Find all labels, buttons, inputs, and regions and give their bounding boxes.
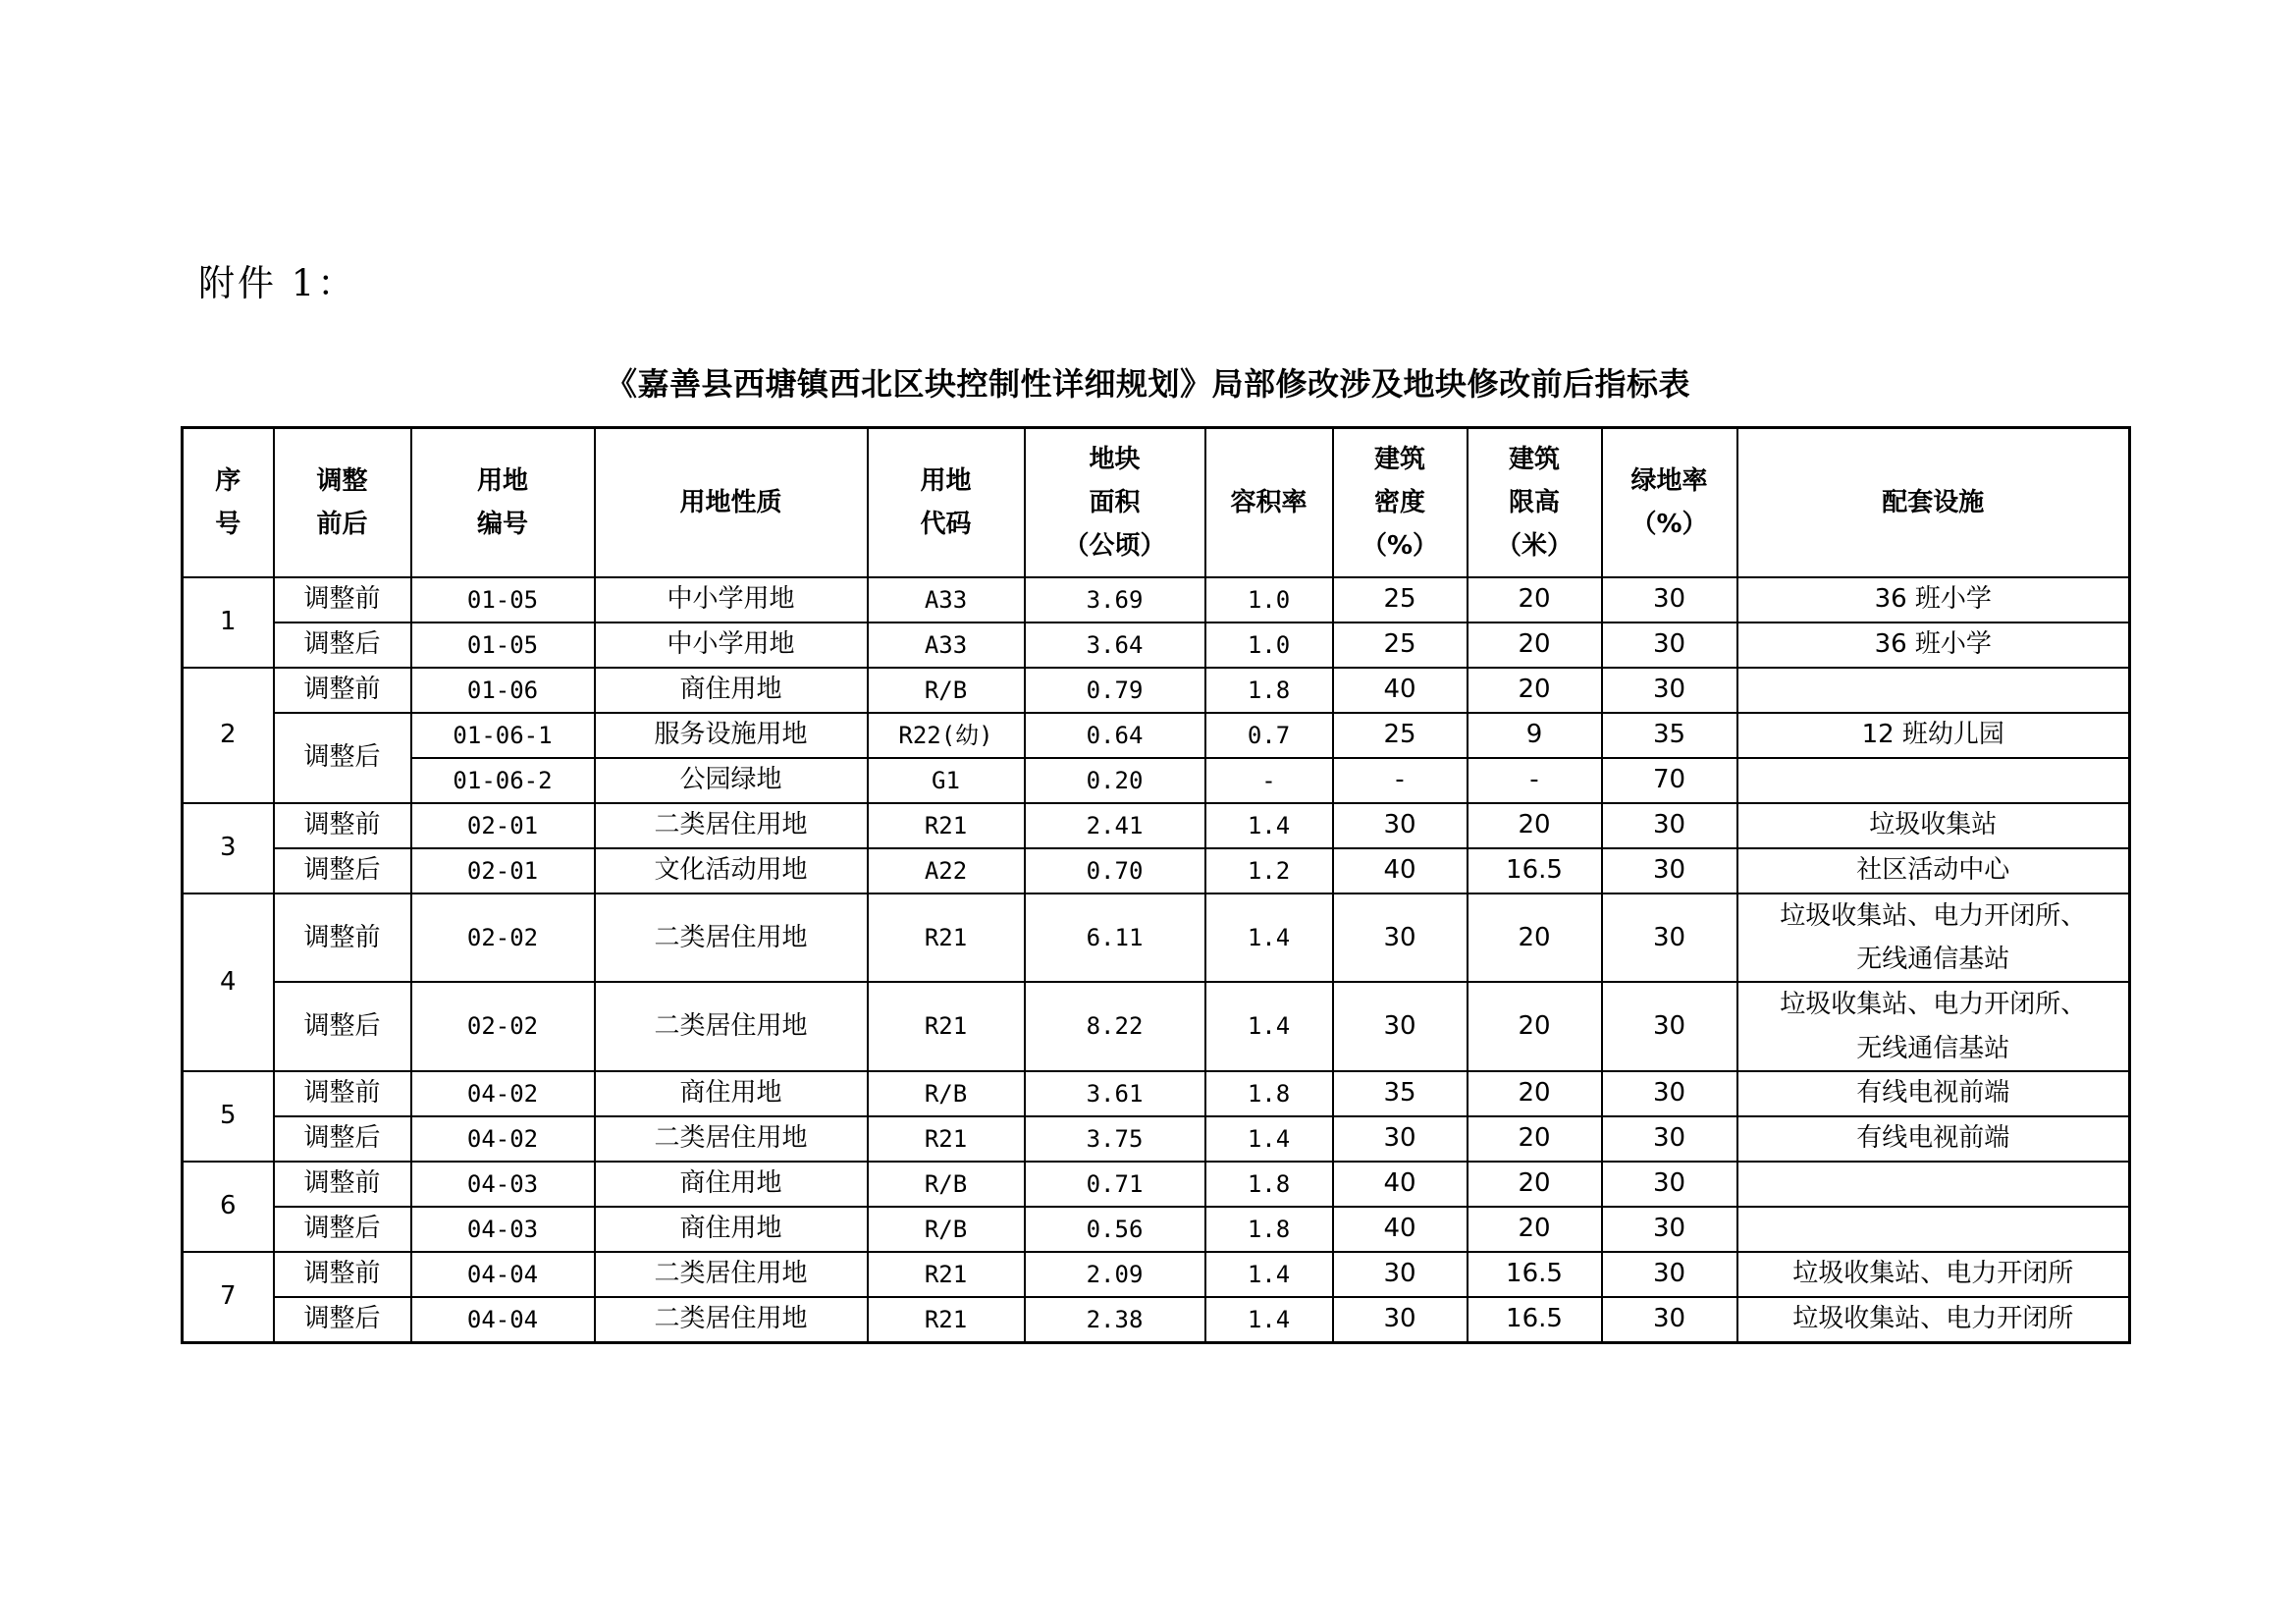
cell-area: 0.70 — [1025, 848, 1205, 893]
cell-far: 1.8 — [1205, 1207, 1333, 1252]
cell-density: 25 — [1333, 713, 1468, 758]
indicator-table — [181, 426, 2131, 1344]
cell-area: 0.79 — [1025, 668, 1205, 713]
cell-height: 20 — [1468, 1207, 1602, 1252]
cell-far: 1.2 — [1205, 848, 1333, 893]
table-row — [183, 982, 2130, 1070]
cell-green: 30 — [1602, 1071, 1737, 1116]
cell-stage: 调整前 — [274, 803, 411, 848]
cell-land-use: 中小学用地 — [595, 623, 868, 668]
table-row — [183, 1162, 2130, 1207]
cell-code: R21 — [868, 1297, 1025, 1343]
table-row — [183, 1297, 2130, 1343]
cell-far: 1.0 — [1205, 623, 1333, 668]
cell-land-use: 中小学用地 — [595, 577, 868, 623]
cell-far: 1.8 — [1205, 1162, 1333, 1207]
cell-far: 1.4 — [1205, 893, 1333, 982]
cell-code: R21 — [868, 803, 1025, 848]
cell-green: 30 — [1602, 623, 1737, 668]
table-row — [183, 1071, 2130, 1116]
cell-height: 9 — [1468, 713, 1602, 758]
cell-facilities: 社区活动中心 — [1737, 848, 2130, 893]
cell-density: 25 — [1333, 623, 1468, 668]
cell-area: 3.69 — [1025, 577, 1205, 623]
header-facilities: 配套设施 — [1737, 428, 2130, 578]
cell-area: 3.61 — [1025, 1071, 1205, 1116]
cell-land-use: 商住用地 — [595, 668, 868, 713]
cell-plot-id: 02-02 — [411, 893, 595, 982]
cell-height: 20 — [1468, 893, 1602, 982]
table-row — [183, 1116, 2130, 1162]
cell-stage: 调整前 — [274, 668, 411, 713]
cell-plot-id: 02-01 — [411, 803, 595, 848]
cell-density: 25 — [1333, 577, 1468, 623]
cell-height: 16.5 — [1468, 1297, 1602, 1343]
cell-land-use: 二类居住用地 — [595, 982, 868, 1070]
cell-code: R/B — [868, 668, 1025, 713]
header-density: 建筑 密度 （%） — [1333, 428, 1468, 578]
cell-stage: 调整前 — [274, 1162, 411, 1207]
cell-stage: 调整后 — [274, 982, 411, 1070]
cell-density: 30 — [1333, 803, 1468, 848]
cell-plot-id: 01-06-2 — [411, 758, 595, 803]
cell-facilities: 36 班小学 — [1737, 577, 2130, 623]
cell-stage: 调整前 — [274, 577, 411, 623]
attachment-label: 附件 1： — [198, 262, 357, 304]
cell-plot-id: 04-02 — [411, 1116, 595, 1162]
cell-land-use: 文化活动用地 — [595, 848, 868, 893]
header-land-use: 用地性质 — [595, 428, 868, 578]
cell-facilities — [1737, 758, 2130, 803]
cell-plot-id: 01-06-1 — [411, 713, 595, 758]
cell-land-use: 商住用地 — [595, 1071, 868, 1116]
cell-density: 30 — [1333, 982, 1468, 1070]
cell-stage: 调整前 — [274, 1252, 411, 1297]
cell-facilities — [1737, 1162, 2130, 1207]
cell-area: 3.64 — [1025, 623, 1205, 668]
cell-facilities: 有线电视前端 — [1737, 1071, 2130, 1116]
cell-plot-id: 04-02 — [411, 1071, 595, 1116]
cell-density: 30 — [1333, 1116, 1468, 1162]
cell-facilities — [1737, 1207, 2130, 1252]
cell-code: R/B — [868, 1071, 1025, 1116]
cell-stage: 调整后 — [274, 623, 411, 668]
cell-facilities: 垃圾收集站、电力开闭所、 无线通信基站 — [1737, 893, 2130, 982]
cell-green: 30 — [1602, 1162, 1737, 1207]
cell-seq: 5 — [183, 1071, 274, 1162]
cell-code: R21 — [868, 1252, 1025, 1297]
cell-green: 30 — [1602, 1207, 1737, 1252]
cell-facilities: 垃圾收集站、电力开闭所 — [1737, 1252, 2130, 1297]
cell-facilities — [1737, 668, 2130, 713]
cell-land-use: 商住用地 — [595, 1207, 868, 1252]
header-plot-id: 用地 编号 — [411, 428, 595, 578]
table-row — [183, 713, 2130, 758]
cell-far: - — [1205, 758, 1333, 803]
table-title: 《嘉善县西塘镇西北区块控制性详细规划》局部修改涉及地块修改前后指标表 — [605, 365, 1690, 403]
header-area: 地块 面积 （公顷） — [1025, 428, 1205, 578]
cell-green: 30 — [1602, 1297, 1737, 1343]
cell-density: 40 — [1333, 1207, 1468, 1252]
cell-far: 1.8 — [1205, 668, 1333, 713]
table-row — [183, 668, 2130, 713]
table-row — [183, 623, 2130, 668]
table-row — [183, 803, 2130, 848]
cell-far: 1.4 — [1205, 1297, 1333, 1343]
cell-height: 20 — [1468, 1071, 1602, 1116]
cell-code: R/B — [868, 1162, 1025, 1207]
cell-area: 2.41 — [1025, 803, 1205, 848]
cell-plot-id: 04-04 — [411, 1252, 595, 1297]
header-height: 建筑 限高 （米） — [1468, 428, 1602, 578]
cell-green: 30 — [1602, 668, 1737, 713]
cell-area: 3.75 — [1025, 1116, 1205, 1162]
cell-far: 1.8 — [1205, 1071, 1333, 1116]
cell-plot-id: 04-03 — [411, 1162, 595, 1207]
table-row — [183, 893, 2130, 982]
cell-height: 20 — [1468, 803, 1602, 848]
cell-stage: 调整后 — [274, 1207, 411, 1252]
cell-facilities: 36 班小学 — [1737, 623, 2130, 668]
cell-green: 70 — [1602, 758, 1737, 803]
cell-land-use: 商住用地 — [595, 1162, 868, 1207]
table-row — [183, 1207, 2130, 1252]
cell-land-use: 二类居住用地 — [595, 1252, 868, 1297]
cell-green: 30 — [1602, 803, 1737, 848]
cell-area: 2.38 — [1025, 1297, 1205, 1343]
table-row — [183, 758, 2130, 803]
cell-far: 1.4 — [1205, 803, 1333, 848]
cell-facilities: 有线电视前端 — [1737, 1116, 2130, 1162]
cell-height: 20 — [1468, 577, 1602, 623]
cell-land-use: 二类居住用地 — [595, 1297, 868, 1343]
cell-area: 0.20 — [1025, 758, 1205, 803]
cell-land-use: 二类居住用地 — [595, 893, 868, 982]
cell-code: R21 — [868, 982, 1025, 1070]
cell-code: R22(幼) — [868, 713, 1025, 758]
cell-green: 30 — [1602, 1252, 1737, 1297]
cell-density: 40 — [1333, 668, 1468, 713]
cell-facilities: 垃圾收集站、电力开闭所、 无线通信基站 — [1737, 982, 2130, 1070]
cell-code: G1 — [868, 758, 1025, 803]
cell-land-use: 二类居住用地 — [595, 1116, 868, 1162]
cell-height: 16.5 — [1468, 848, 1602, 893]
cell-height: 20 — [1468, 668, 1602, 713]
cell-code: R21 — [868, 1116, 1025, 1162]
cell-seq: 1 — [183, 577, 274, 668]
cell-density: 30 — [1333, 1297, 1468, 1343]
cell-land-use: 公园绿地 — [595, 758, 868, 803]
cell-seq: 6 — [183, 1162, 274, 1252]
cell-stage: 调整后 — [274, 1297, 411, 1343]
cell-green: 30 — [1602, 577, 1737, 623]
cell-density: 40 — [1333, 1162, 1468, 1207]
cell-stage: 调整后 — [274, 848, 411, 893]
header-far: 容积率 — [1205, 428, 1333, 578]
cell-green: 35 — [1602, 713, 1737, 758]
header-row — [183, 428, 2130, 578]
table-row — [183, 577, 2130, 623]
cell-density: 40 — [1333, 848, 1468, 893]
table-row — [183, 848, 2130, 893]
cell-green: 30 — [1602, 893, 1737, 982]
cell-plot-id: 02-02 — [411, 982, 595, 1070]
cell-plot-id: 01-05 — [411, 623, 595, 668]
cell-stage: 调整前 — [274, 1071, 411, 1116]
cell-far: 1.4 — [1205, 1116, 1333, 1162]
cell-plot-id: 04-03 — [411, 1207, 595, 1252]
cell-density: - — [1333, 758, 1468, 803]
cell-height: 20 — [1468, 1162, 1602, 1207]
cell-area: 6.11 — [1025, 893, 1205, 982]
cell-height: 20 — [1468, 623, 1602, 668]
cell-far: 1.4 — [1205, 1252, 1333, 1297]
cell-far: 1.4 — [1205, 982, 1333, 1070]
cell-green: 30 — [1602, 1116, 1737, 1162]
cell-area: 0.56 — [1025, 1207, 1205, 1252]
cell-facilities: 垃圾收集站、电力开闭所 — [1737, 1297, 2130, 1343]
cell-land-use: 二类居住用地 — [595, 803, 868, 848]
cell-density: 35 — [1333, 1071, 1468, 1116]
cell-plot-id: 01-06 — [411, 668, 595, 713]
cell-plot-id: 04-04 — [411, 1297, 595, 1343]
cell-height: 20 — [1468, 1116, 1602, 1162]
header-code: 用地 代码 — [868, 428, 1025, 578]
cell-height: 20 — [1468, 982, 1602, 1070]
cell-code: R21 — [868, 893, 1025, 982]
cell-area: 0.71 — [1025, 1162, 1205, 1207]
cell-density: 30 — [1333, 893, 1468, 982]
table-body — [183, 577, 2130, 1342]
cell-seq: 2 — [183, 668, 274, 803]
cell-code: A33 — [868, 623, 1025, 668]
cell-height: - — [1468, 758, 1602, 803]
cell-land-use: 服务设施用地 — [595, 713, 868, 758]
cell-far: 0.7 — [1205, 713, 1333, 758]
cell-stage: 调整后 — [274, 713, 411, 803]
cell-green: 30 — [1602, 982, 1737, 1070]
cell-area: 8.22 — [1025, 982, 1205, 1070]
cell-plot-id: 02-01 — [411, 848, 595, 893]
cell-facilities: 12 班幼儿园 — [1737, 713, 2130, 758]
cell-code: A33 — [868, 577, 1025, 623]
cell-seq: 3 — [183, 803, 274, 893]
cell-seq: 4 — [183, 893, 274, 1071]
cell-density: 30 — [1333, 1252, 1468, 1297]
table-row — [183, 1252, 2130, 1297]
header-seq: 序 号 — [183, 428, 274, 578]
cell-height: 16.5 — [1468, 1252, 1602, 1297]
header-stage: 调整 前后 — [274, 428, 411, 578]
cell-seq: 7 — [183, 1252, 274, 1343]
cell-green: 30 — [1602, 848, 1737, 893]
cell-facilities: 垃圾收集站 — [1737, 803, 2130, 848]
cell-code: R/B — [868, 1207, 1025, 1252]
cell-area: 2.09 — [1025, 1252, 1205, 1297]
header-green: 绿地率 （%） — [1602, 428, 1737, 578]
cell-stage: 调整前 — [274, 893, 411, 982]
cell-plot-id: 01-05 — [411, 577, 595, 623]
cell-area: 0.64 — [1025, 713, 1205, 758]
cell-code: A22 — [868, 848, 1025, 893]
cell-stage: 调整后 — [274, 1116, 411, 1162]
cell-far: 1.0 — [1205, 577, 1333, 623]
